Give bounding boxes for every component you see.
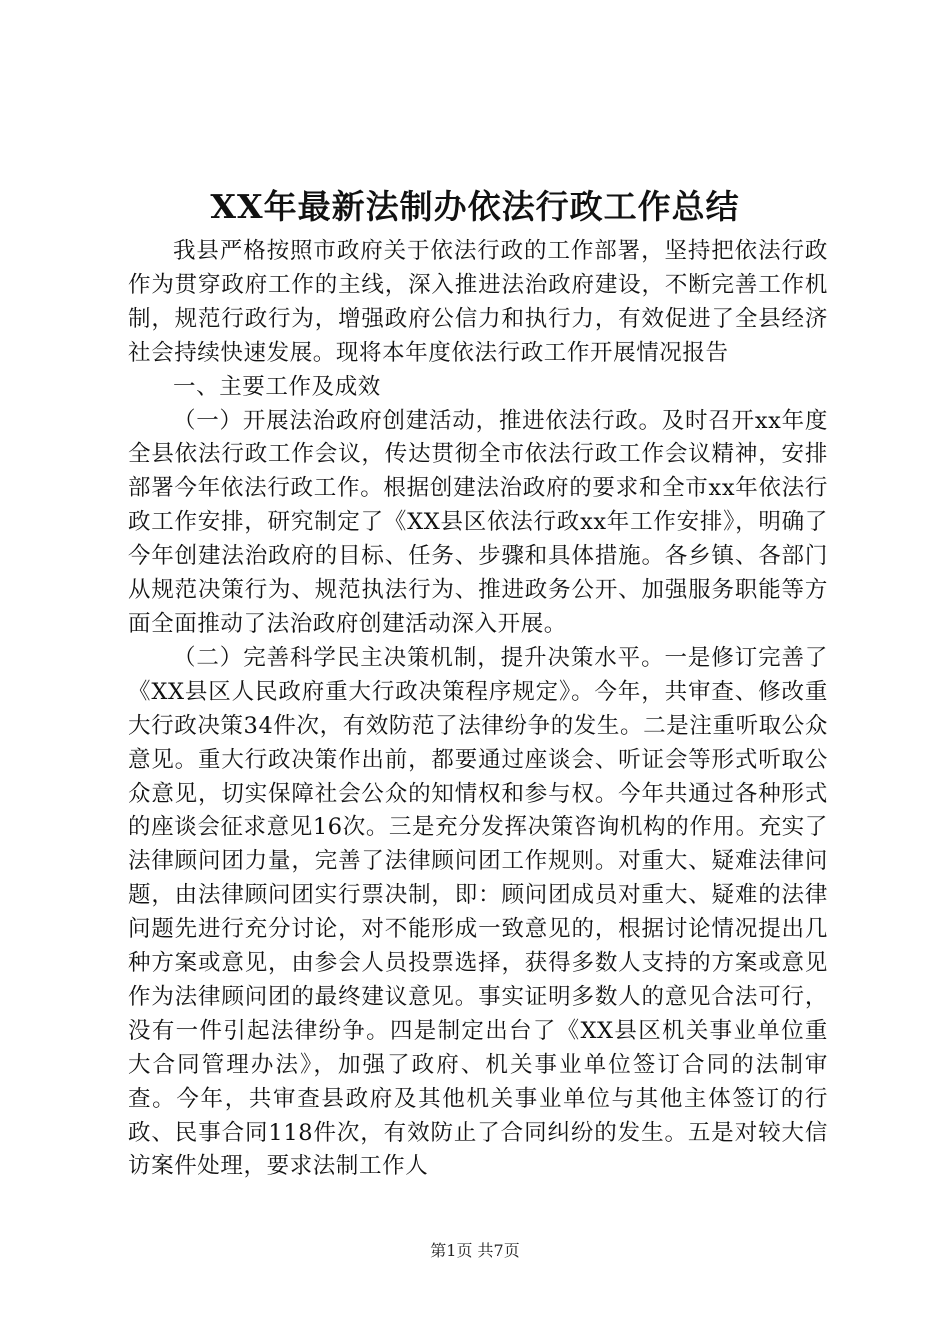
section-heading: 一、主要工作及成效 [173,373,381,400]
page-footer: 第1页 共7页 [430,1241,520,1260]
paragraph-item-2: （二）完善科学民主决策机制，提升决策水平。一是修订完善了《XX县区人民政府重大行政决策程序规定》。今年，共审查、修改重大行政决策34件次，有效防范了法律纷争的发生。二是注重听取公众意见。重大行政决策作出前，都要通过座谈会、听证会等形式听取公众意见，切实保障社会公众的知情权和参与权。今年共通过各种形式的座谈会征求意见16次。三是充分发挥决策咨询机构的作用。充实了法律顾问团力量，完善了法律顾问团工作规则。对重大、疑难法律问题，由法律顾问团实行票决制，即：顾问团成员对重大、疑难的法律问题先进行充分讨论，对不能形成一致意见的，根据讨论情况提出几种方案或意见，由参会人员投票选择，获得多数人支持的方案或意见作为法律顾问团的最终建议意见。事实证明多数人的意见合法可行，没有一件引起法律纷争。四是制定出台了《XX县区机关事业单位重大合同管理办法》，加强了政府、机关事业单位签订合同的法制审查。今年，共审查县政府及其他机关事业单位与其他主体签订的行政、民事合同118件次，有效防止了合同纠纷的发生。五是对较大信访案件处理，要求法制工作人 [128,644,828,1180]
paragraph-item-1: （一）开展法治政府创建活动，推进依法行政。及时召开xx年度全县依法行政工作会议，传达贯彻全市依法行政工作会议精神，安排部署今年依法行政工作。根据创建法治政府的要求和全市xx年依法行政工作安排，研究制定了《XX县区依法行政xx年工作安排》，明确了今年创建法治政府的目标、任务、步骤和具体措施。各乡镇、各部门从规范决策行为、规范执法行为、推进政务公开、加强服务职能等方面全面推动了法治政府创建活动深入开展。 [128,407,828,637]
document-body [128,235,828,1184]
intro-paragraph: 我县严格按照市政府关于依法行政的工作部署，坚持把依法行政作为贯穿政府工作的主线，深入推进法治政府建设，不断完善工作机制，规范行政行为，增强政府公信力和执行力，有效促进了全县经济社会持续快速发展。现将本年度依法行政工作开展情况报告 [128,238,828,366]
document-title: XX年最新法制办依法行政工作总结 [210,187,740,226]
